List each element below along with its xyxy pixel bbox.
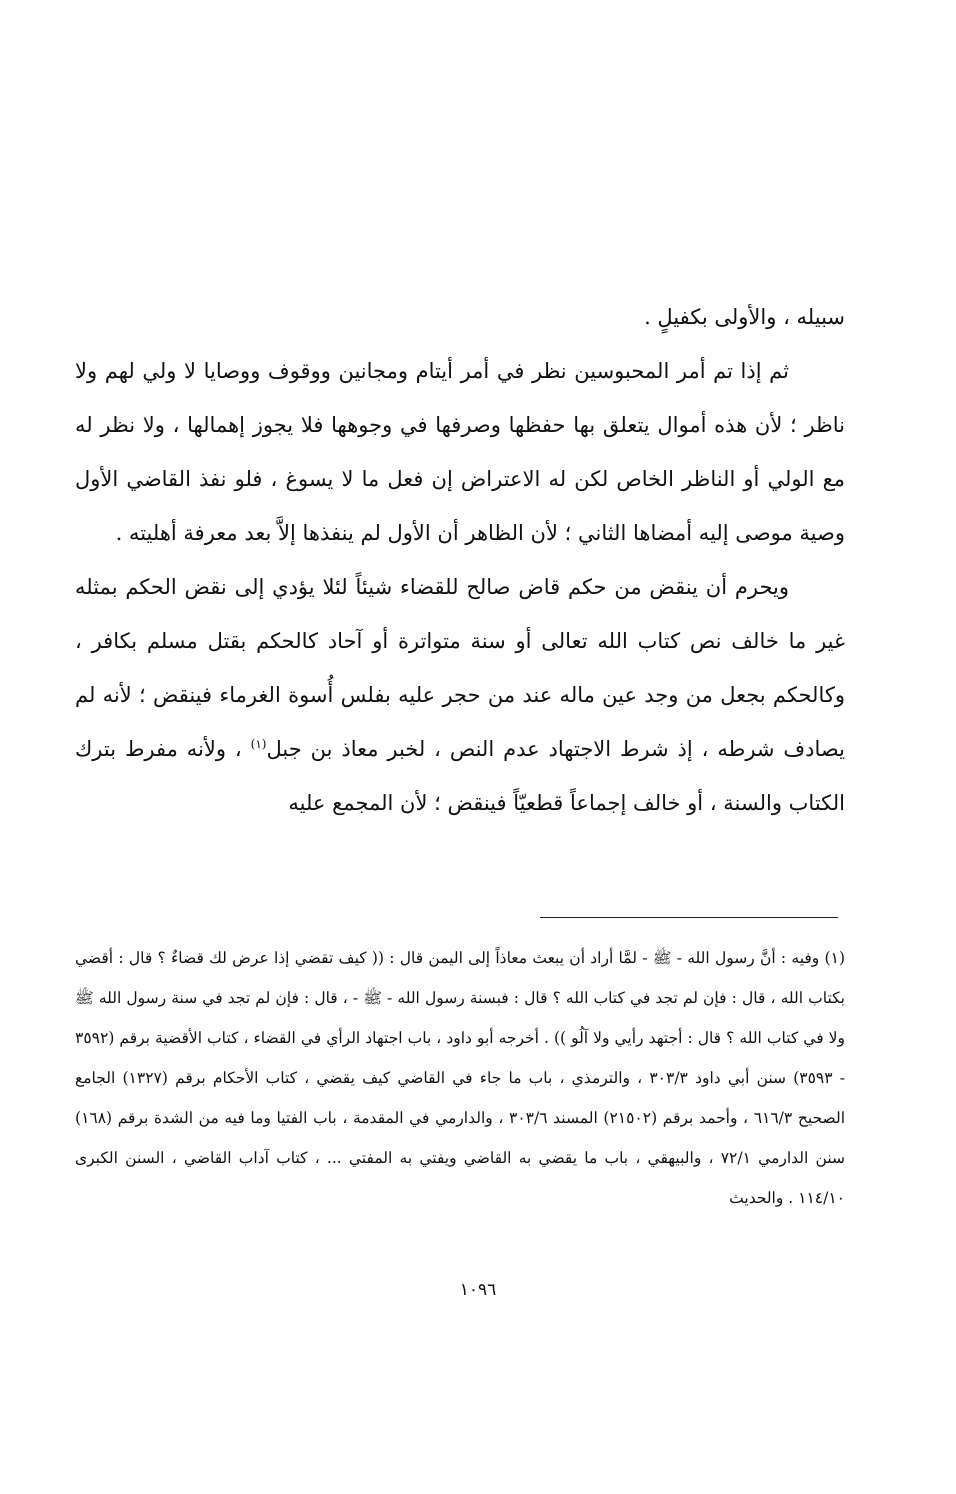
page-number: ١٠٩٦ [459,1280,497,1300]
paragraph-1: سبيله ، والأولى بكفيلٍ . [644,305,845,329]
footnote-separator [540,917,838,918]
paragraph-3-text: ويحرم أن ينقض من حكم قاض صالح للقضاء شيئاً لئلا يؤدي إلى نقض الحكم بمثله غير ما خالف نص كتاب الله تعالى أو سنة متواترة أو آحاد كالحكم بقتل مسلم بكافر ، وكالحكم بجعل من وجد عين ماله عند من حجر عليه بفلس أُسوة الغرماء فينقض ؛ لأنه لم يصادف شرطه ، إذ شرط الاجتهاد عدم النص ، لخبر معاذ بن جبل [75,575,845,761]
paragraph-2: ثم إذا تم أمر المحبوسين نظر في أمر أيتام ومجانين ووقوف ووصايا لا ولي لهم ولا ناظر ؛ لأن هذه أموال يتعلق بها حفظها وصرفها في وجوهها فلا يجوز إهمالها ، ولا نظر له مع الولي أو الناظر الخاص لكن له الاعتراض إن فعل ما لا يسوغ ، فلو نفذ القاضي الأول وصية موصى إليه أمضاها الثاني ؛ لأن الظاهر أن الأول لم ينفذها إلاَّ بعد معرفة أهليته . [75,359,845,545]
footnotes [75,938,845,1218]
main-text [75,290,845,830]
footnote-1: (١) وفيه : أنَّ رسول الله - ﷺ - لمَّا أراد أن يبعث معاذاً إلى اليمن قال : (( كيف تقضي إذا عرض لك قضاءٌ ؟ قال : أقضي بكتاب الله ، قال : فإن لم تجد في كتاب الله ؟ قال : فبسنة رسول الله - ﷺ - ، قال : فإن لم تجد في سنة رسول الله ﷺ ولا في كتاب الله ؟ قال : أجتهد رأيي ولا آلُو )) . أخرجه أبو داود ، باب اجتهاد الرأي في القضاء ، كتاب الأقضية برقم (٣٥٩٢ - ٣٥٩٣) سنن أبي داود ٣٠٣/٣ ، والترمذي ، باب ما جاء في القاضي كيف يقضي ، كتاب الأحكام برقم (١٣٢٧) الجامع الصحيح ٦١٦/٣ ، وأحمد برقم (٢١٥٠٢) المسند ٣٠٣/٦ ، والدارمي في المقدمة ، باب الفتيا وما فيه من الشدة برقم (١٦٨) سنن الدارمي ٧٢/١ ، والبيهقي ، باب ما يقضي به القاضي ويفتي به المفتي ... ، كتاب آداب القاضي ، السنن الكبرى ١١٤/١٠ . والحديث [75,949,845,1207]
paragraph-3-tail: ، ولأنه مفرط بترك الكتاب والسنة ، أو خالف إجماعاً قطعيّاً فينقض ؛ لأن المجمع عليه [75,737,845,815]
footnote-reference[interactable]: (١) [250,737,267,751]
paragraph-3 [75,560,845,830]
